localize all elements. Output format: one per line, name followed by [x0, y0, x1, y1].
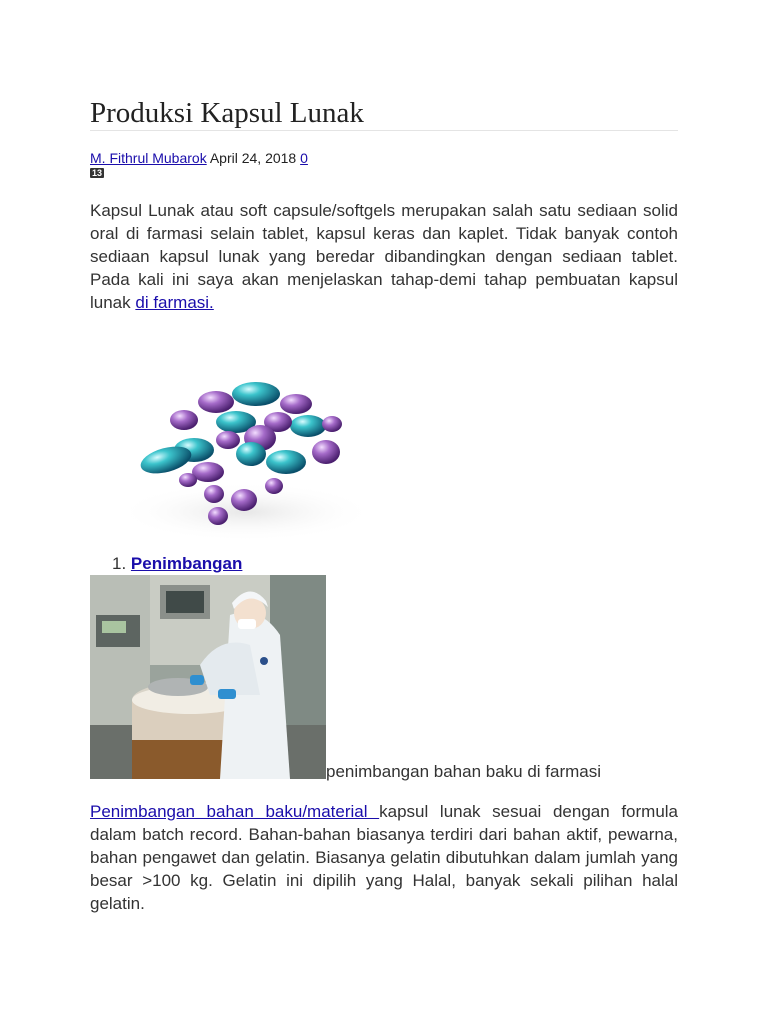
share-counter-badge: 13	[92, 168, 103, 178]
penimbangan-bahan-link[interactable]: Penimbangan bahan baku/material	[90, 802, 380, 821]
author-link[interactable]: M. Fithrul Mubarok	[90, 150, 207, 166]
intro-link[interactable]: di farmasi.	[135, 293, 214, 312]
body-paragraph	[90, 800, 678, 915]
comments-link[interactable]: 0	[300, 150, 308, 166]
penimbangan-link[interactable]: Penimbangan	[130, 554, 243, 573]
body-text: kapsul lunak sesuai dengan formula dalam batch record. Bahan-bahan biasanya terdiri dari bahan aktif, pewarna, bahan pengawet dan gelatin. Biasanya gelatin dibutuhkan dalam jumlah yang besar >100 kg. Gelatin ini dipilih yang Halal, banyak sekali pilihan halal gelatin.	[90, 802, 679, 913]
softgel-capsules-image	[96, 362, 386, 547]
post-meta	[90, 150, 308, 166]
list-number: 1.	[112, 554, 127, 573]
weighing-photo	[90, 575, 326, 779]
post-date: April 24, 2018	[209, 150, 297, 166]
intro-paragraph	[90, 199, 678, 314]
title-divider	[90, 130, 678, 131]
intro-text: Kapsul Lunak atau soft capsule/softgels merupakan salah satu sediaan solid oral di farmasi selain tablet, kapsul keras dan kaplet. Tidak banyak contoh sediaan kapsul lunak yang beredar dibandingkan dengan sediaan tablet. Pada kali ini saya akan menjelaskan tahap-demi tahap pembuatan kapsul lunak	[90, 201, 678, 312]
page-title: Produksi Kapsul Lunak	[90, 97, 364, 129]
photo-caption: penimbangan bahan baku di farmasi	[326, 762, 602, 781]
list-item-penimbangan	[112, 553, 242, 575]
